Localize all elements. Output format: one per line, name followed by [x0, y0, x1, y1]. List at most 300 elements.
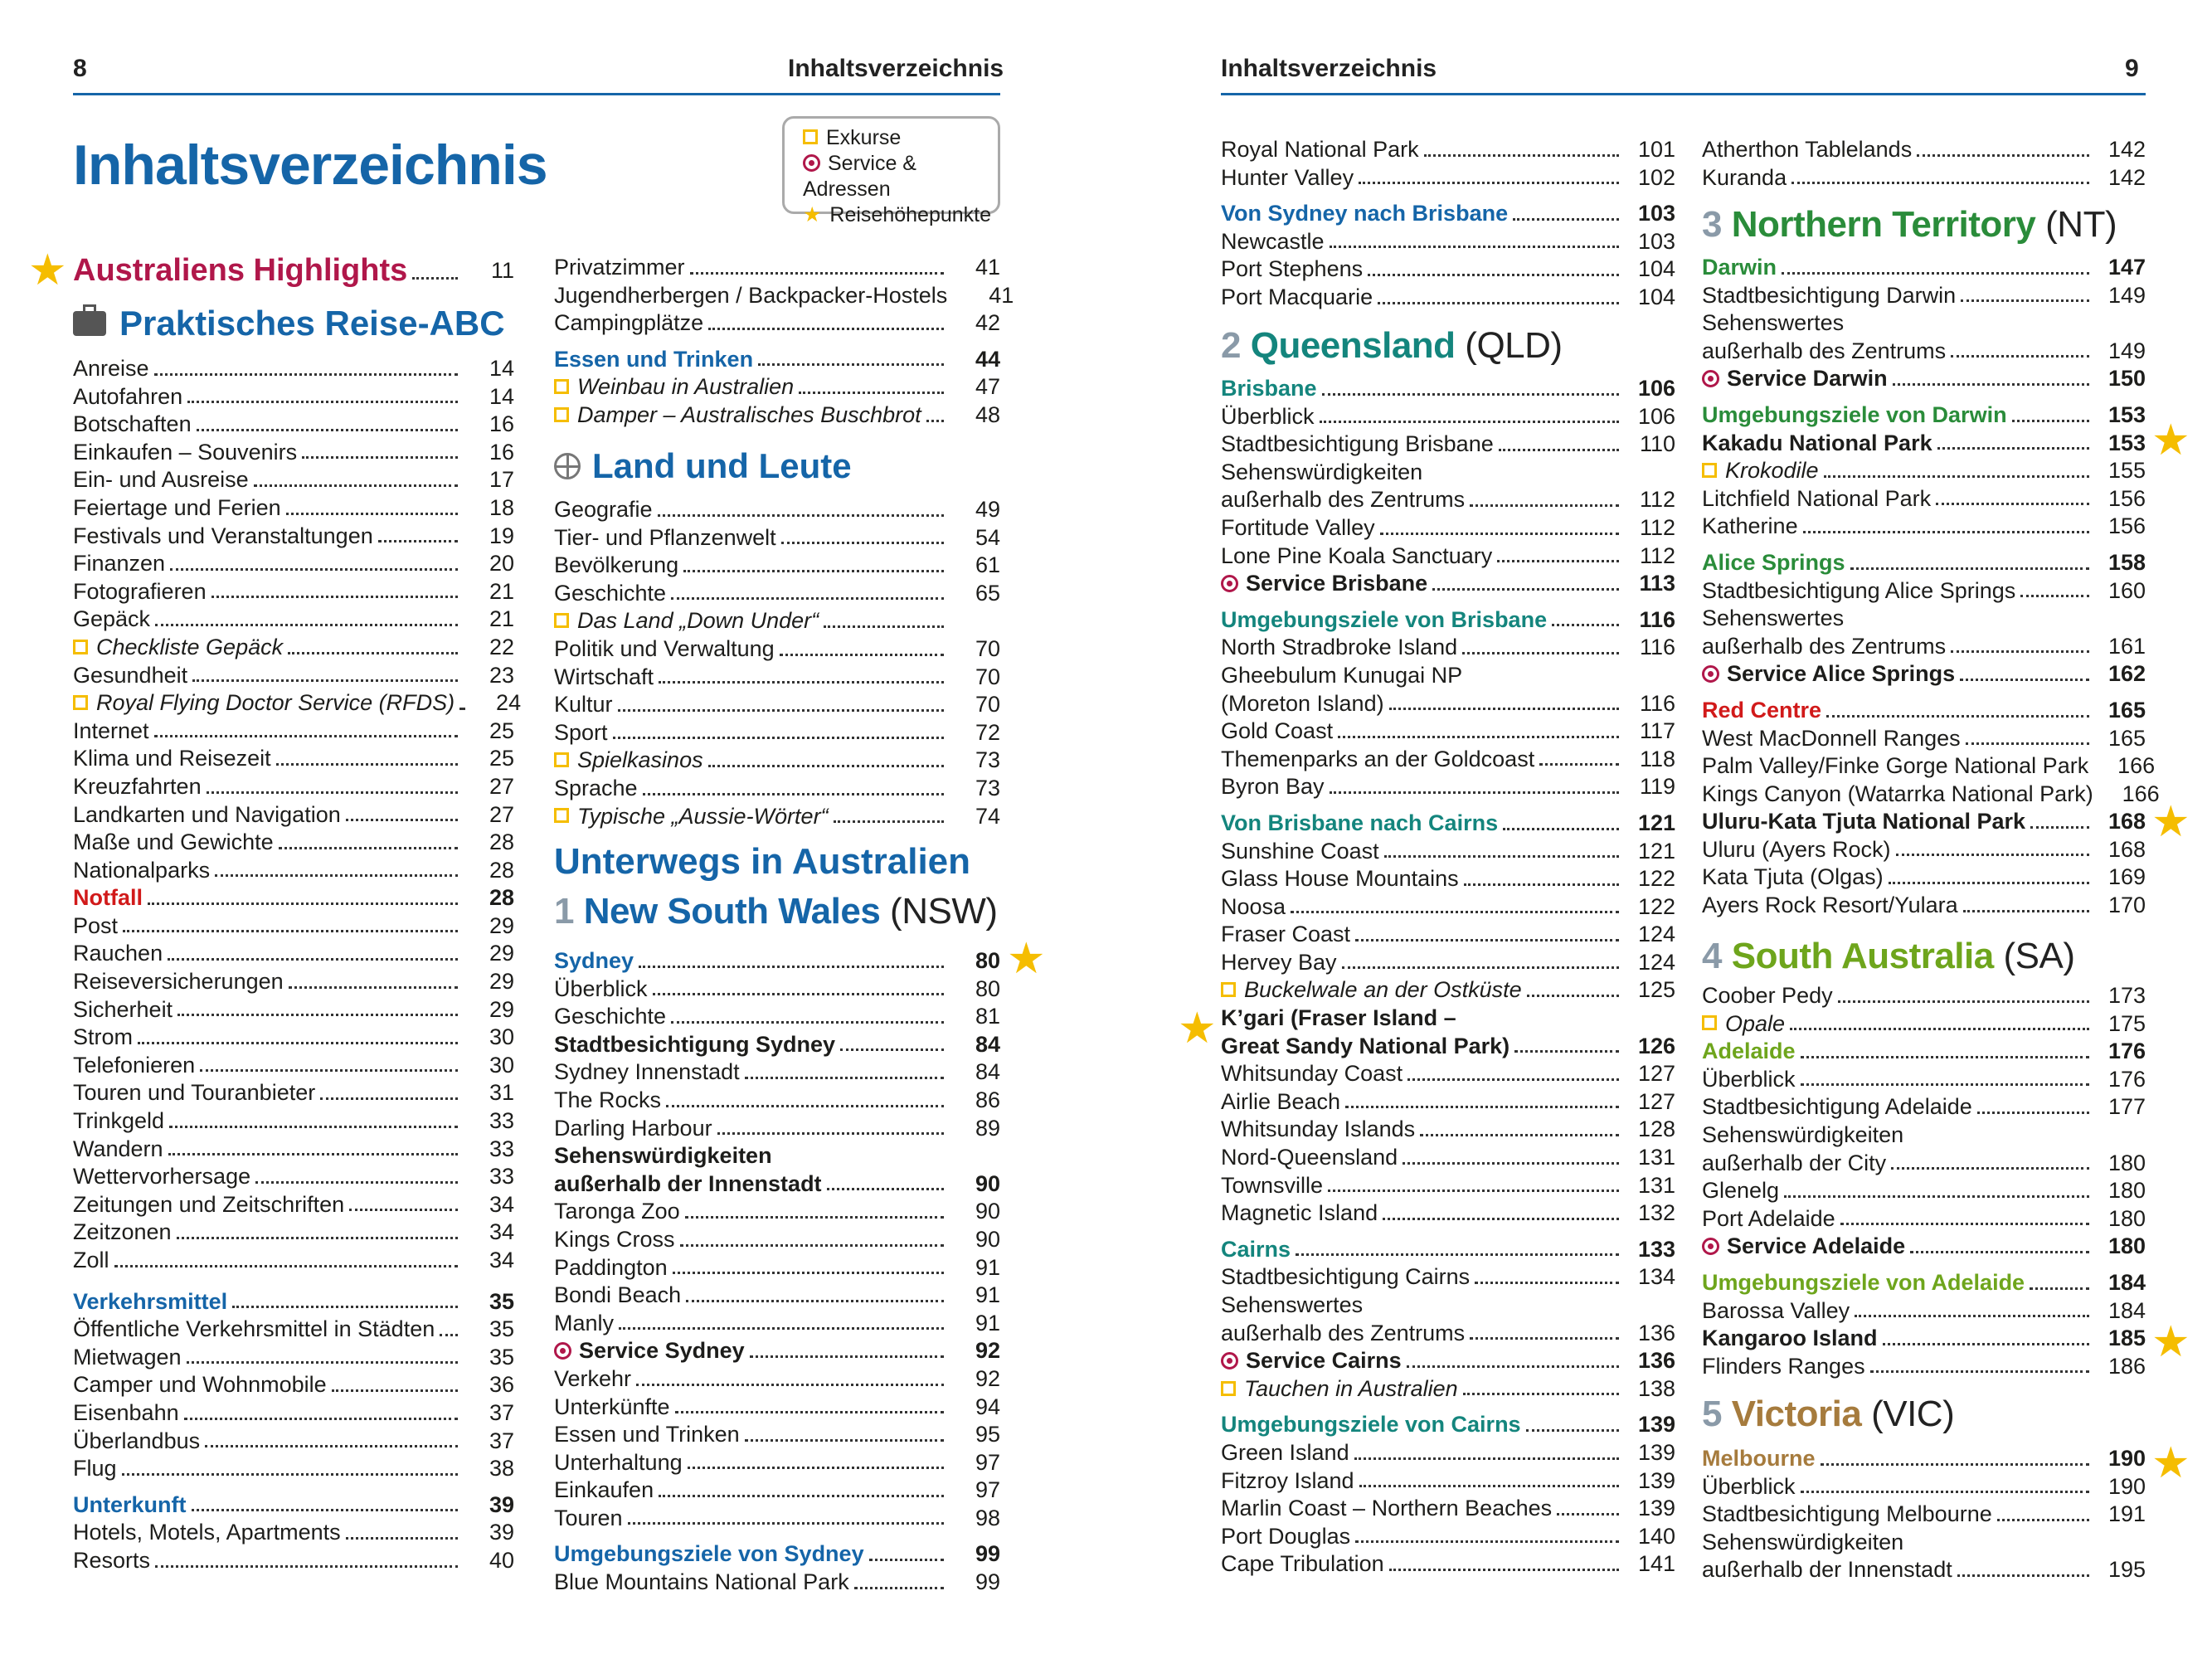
toc-entry[interactable] — [554, 401, 1000, 430]
dot-leader — [952, 301, 957, 302]
toc-entry[interactable] — [73, 689, 522, 718]
toc-entry[interactable] — [73, 1519, 514, 1547]
toc-entry-title: Service Sydney — [554, 1337, 745, 1365]
toc-entry-title: Uluru-Kata Tjuta National Park — [1702, 809, 2026, 834]
toc-entry[interactable] — [554, 747, 1000, 775]
dot-leader — [675, 1411, 944, 1413]
toc-entry[interactable] — [1702, 1038, 2146, 1066]
toc-entry[interactable] — [554, 975, 1000, 1004]
toc-entry[interactable] — [1221, 136, 1675, 164]
dot-leader — [613, 737, 944, 739]
toc-entry[interactable] — [554, 719, 1000, 747]
toc-entry-page: 133 — [1637, 1236, 1675, 1262]
toc-entry[interactable] — [73, 884, 514, 912]
toc-entry-title: Verkehrsmittel — [73, 1288, 228, 1314]
toc-entry[interactable] — [73, 1052, 514, 1080]
toc-entry[interactable] — [1221, 1172, 1675, 1200]
toc-entry[interactable] — [73, 1455, 514, 1483]
dot-leader — [745, 1077, 944, 1079]
dot-leader — [1464, 883, 1619, 886]
toc-entry[interactable] — [1221, 1550, 1675, 1579]
toc-entry-title: Ayers Rock Resort/Yulara — [1702, 893, 1958, 918]
toc-entry[interactable] — [1702, 1177, 2146, 1205]
toc-entry[interactable] — [73, 523, 514, 551]
toc-entry[interactable] — [1702, 836, 2146, 864]
toc-entry[interactable] — [554, 1226, 1000, 1254]
toc-entry[interactable] — [554, 607, 1000, 635]
dot-leader — [1407, 1365, 1619, 1368]
toc-entry-title: Autofahren — [73, 383, 183, 409]
toc-entry-title: Zoll — [73, 1248, 109, 1272]
dot-leader — [1383, 1218, 1619, 1220]
toc-entry-title: Stadtbesichtigung Darwin — [1702, 282, 1957, 308]
toc-entry-page: 37 — [489, 1399, 514, 1425]
toc-entry[interactable] — [1702, 1233, 2146, 1261]
toc-entry[interactable] — [73, 829, 514, 857]
toc-entry[interactable] — [1221, 1005, 1675, 1033]
toc-entry[interactable] — [73, 1107, 514, 1136]
dot-leader — [197, 429, 458, 431]
toc-entry[interactable] — [1221, 375, 1675, 403]
toc-entry[interactable] — [1221, 634, 1675, 662]
toc-entry-title: Barossa Valley — [1702, 1297, 1850, 1323]
dot-leader — [1784, 1195, 2089, 1198]
toc-entry-title: Fotografieren — [73, 578, 207, 604]
toc-entry[interactable] — [1702, 309, 2146, 338]
toc-entry-page: 106 — [1637, 403, 1675, 429]
toc-entry[interactable] — [1221, 459, 1675, 487]
toc-entry[interactable] — [1702, 864, 2146, 892]
toc-entry[interactable] — [1221, 542, 1675, 571]
dot-leader — [168, 1153, 458, 1155]
toc-entry-title: Sicherheit — [73, 996, 173, 1022]
exkurs-icon — [1702, 1015, 1717, 1030]
dot-leader — [1407, 1078, 1619, 1081]
toc-entry[interactable] — [554, 496, 1000, 524]
toc-entry-page: 48 — [975, 401, 1000, 427]
dot-leader — [123, 930, 458, 932]
toc-entry[interactable] — [554, 1505, 1000, 1533]
toc-entry[interactable] — [73, 968, 514, 996]
toc-entry-page: 19 — [489, 523, 514, 548]
toc-entry[interactable] — [1702, 633, 2146, 661]
right-page-number: 9 — [2125, 55, 2139, 82]
toc-entry[interactable] — [73, 634, 514, 662]
toc-entry-title: Sehenswürdigkeiten — [1702, 1121, 1904, 1147]
toc-entry-title: Umgebungsziele von Cairns — [1221, 1412, 1521, 1438]
toc-entry[interactable] — [1221, 1495, 1675, 1523]
toc-entry-highlights[interactable]: Australiens Highlights 11 — [73, 253, 514, 288]
toc-entry[interactable] — [1702, 1121, 2146, 1150]
toc-entry[interactable] — [1221, 949, 1675, 977]
toc-entry-page: 161 — [2107, 633, 2146, 659]
toc-entry[interactable] — [554, 1365, 1000, 1394]
toc-entry-title: Bevölkerung — [554, 552, 679, 578]
toc-entry[interactable] — [554, 1421, 1000, 1449]
toc-entry[interactable] — [554, 775, 1000, 803]
toc-entry[interactable] — [73, 1316, 514, 1344]
toc-entry[interactable] — [554, 1282, 1000, 1310]
toc-entry[interactable] — [554, 1569, 1000, 1597]
toc-entry[interactable] — [1702, 605, 2146, 633]
toc-entry[interactable] — [554, 524, 1000, 552]
toc-entry[interactable] — [73, 578, 514, 606]
toc-entry[interactable] — [1221, 1375, 1675, 1404]
land-heading: Land und Leute — [554, 446, 852, 486]
toc-entry[interactable] — [73, 1399, 514, 1428]
toc-entry[interactable] — [73, 1491, 514, 1520]
dot-leader — [1461, 1024, 1619, 1025]
toc-entry-page: 29 — [489, 996, 514, 1022]
toc-entry[interactable] — [1221, 570, 1675, 598]
toc-entry-page: 149 — [2107, 338, 2146, 363]
toc-entry[interactable] — [1221, 1263, 1675, 1292]
toc-entry-title: Kings Cross — [554, 1226, 675, 1252]
toc-entry[interactable] — [73, 411, 514, 439]
toc-entry[interactable] — [554, 1058, 1000, 1087]
toc-entry[interactable] — [1702, 485, 2146, 513]
toc-entry-title: Nationalparks — [73, 857, 211, 883]
toc-entry[interactable] — [73, 912, 514, 941]
toc-entry[interactable] — [1702, 430, 2146, 458]
toc-entry-title: Botschaften — [73, 411, 192, 437]
dot-leader — [1359, 182, 1619, 184]
toc-entry[interactable] — [1221, 200, 1675, 228]
toc-entry-title: Internet — [73, 718, 149, 743]
toc-entry-title: Umgebungsziele von Darwin — [1702, 401, 2007, 427]
toc-entry-title: West MacDonnell Ranges — [1702, 725, 1961, 751]
toc-entry[interactable] — [1221, 228, 1675, 256]
toc-entry[interactable] — [1221, 1116, 1675, 1144]
right-header-rule — [1221, 93, 2146, 95]
toc-entry[interactable] — [1702, 282, 2146, 310]
toc-entry-page: 132 — [1637, 1200, 1675, 1226]
toc-entry[interactable] — [73, 1428, 514, 1456]
toc-entry[interactable] — [554, 691, 1000, 719]
toc-entry-page: 33 — [489, 1108, 514, 1134]
toc-entry[interactable] — [73, 355, 514, 383]
service-icon — [1702, 1238, 1719, 1255]
toc-entry[interactable] — [1221, 486, 1675, 514]
toc-entry[interactable] — [554, 803, 1000, 831]
toc-entry[interactable] — [1702, 136, 2146, 164]
toc-entry[interactable] — [1702, 365, 2146, 393]
toc-entry[interactable] — [73, 662, 514, 690]
toc-entry[interactable] — [554, 1003, 1000, 1031]
toc-entry[interactable] — [1221, 1033, 1675, 1061]
toc-entry[interactable] — [1221, 1236, 1675, 1264]
toc-entry[interactable] — [73, 1344, 514, 1372]
toc-entry-title: Geschichte — [554, 1004, 667, 1029]
toc-entry[interactable] — [73, 1288, 514, 1316]
toc-entry[interactable] — [1221, 1347, 1675, 1375]
toc-entry-page: 112 — [1639, 487, 1675, 513]
toc-entry-page: 113 — [1639, 571, 1675, 596]
toc-entry[interactable] — [1221, 746, 1675, 774]
toc-entry-page: 195 — [2107, 1557, 2146, 1583]
toc-entry[interactable] — [73, 1191, 514, 1219]
toc-entry[interactable] — [1702, 1066, 2146, 1094]
toc-entry-title: Essen und Trinken — [554, 1422, 740, 1447]
toc-entry[interactable] — [1702, 338, 2146, 366]
toc-entry[interactable] — [1221, 976, 1675, 1005]
toc-entry[interactable] — [1221, 1060, 1675, 1088]
toc-entry[interactable] — [1221, 1439, 1675, 1467]
toc-entry[interactable] — [1221, 893, 1675, 922]
toc-entry[interactable] — [1221, 838, 1675, 866]
toc-entry[interactable] — [73, 1136, 514, 1164]
toc-entry[interactable] — [1221, 773, 1675, 801]
toc-entry[interactable] — [1221, 1523, 1675, 1551]
toc-entry-title: außerhalb des Zentrums — [1221, 487, 1466, 513]
toc-entry[interactable] — [554, 1142, 1000, 1170]
toc-entry[interactable] — [1221, 662, 1675, 690]
toc-entry[interactable] — [554, 1170, 1000, 1199]
toc-entry[interactable] — [554, 1031, 1000, 1059]
toc-entry-title: Stadtbesichtigung Sydney — [554, 1031, 836, 1057]
toc-entry[interactable] — [1702, 808, 2146, 836]
service-icon — [1702, 665, 1719, 683]
toc-entry[interactable] — [1702, 513, 2146, 541]
toc-entry[interactable] — [73, 1547, 514, 1575]
toc-entry[interactable] — [73, 940, 514, 968]
toc-entry-page: 65 — [975, 580, 1000, 606]
toc-entry-page: 29 — [489, 969, 514, 995]
toc-column-4c — [1702, 982, 2146, 1380]
dot-leader — [1291, 911, 1619, 913]
dot-leader — [1977, 1112, 2089, 1114]
toc-entry[interactable] — [1221, 865, 1675, 893]
toc-entry[interactable] — [1702, 752, 2156, 781]
toc-entry[interactable] — [73, 996, 514, 1024]
toc-entry-title: Sport — [554, 719, 608, 745]
toc-entry[interactable] — [1221, 718, 1675, 746]
dot-leader — [683, 570, 944, 572]
toc-entry-title: Litchfield National Park — [1702, 485, 1932, 511]
toc-entry-title: Sydney — [554, 948, 634, 973]
toc-entry[interactable] — [1221, 255, 1675, 284]
toc-entry[interactable] — [1702, 1445, 2146, 1473]
toc-entry[interactable] — [73, 1024, 514, 1052]
dot-leader — [619, 1327, 944, 1330]
sydney-star-icon: ★ — [1007, 935, 1046, 983]
toc-entry[interactable] — [1221, 1144, 1675, 1172]
toc-column-4d — [1702, 1445, 2146, 1584]
toc-entry[interactable] — [1221, 164, 1675, 192]
dot-leader — [653, 993, 944, 995]
dot-leader — [827, 1188, 944, 1190]
toc-entry-title: Mietwagen — [73, 1344, 182, 1370]
dot-leader — [1389, 1569, 1619, 1571]
toc-entry[interactable] — [1702, 1205, 2146, 1233]
dot-leader — [1870, 1370, 2089, 1373]
toc-entry[interactable] — [554, 373, 1000, 401]
toc-entry-page: 112 — [1639, 514, 1675, 540]
toc-entry[interactable] — [1221, 431, 1675, 459]
toc-entry[interactable] — [554, 1540, 1000, 1569]
toc-entry[interactable] — [1221, 403, 1675, 431]
toc-entry[interactable] — [1702, 577, 2146, 606]
toc-entry[interactable] — [1702, 982, 2146, 1010]
dot-leader — [1342, 966, 1619, 969]
toc-entry-page: 180 — [2107, 1150, 2146, 1175]
toc-entry[interactable] — [554, 254, 1000, 282]
toc-entry-page: 149 — [2107, 282, 2146, 308]
toc-entry[interactable] — [554, 1115, 1000, 1143]
toc-entry[interactable] — [73, 1247, 514, 1275]
toc-entry[interactable] — [1221, 1467, 1675, 1496]
toc-entry-page: 177 — [2107, 1094, 2146, 1120]
toc-entry[interactable] — [73, 606, 514, 634]
toc-entry[interactable] — [73, 857, 514, 885]
dot-leader — [869, 1559, 944, 1561]
toc-entry-page: 27 — [489, 801, 514, 827]
dot-leader — [1951, 650, 2089, 653]
toc-entry[interactable] — [1702, 1093, 2146, 1121]
toc-entry[interactable] — [554, 552, 1000, 580]
toc-entry[interactable] — [73, 801, 514, 830]
toc-entry[interactable] — [1702, 781, 2160, 809]
toc-entry[interactable] — [554, 1337, 1000, 1365]
toc-entry[interactable] — [554, 346, 1000, 374]
toc-entry[interactable] — [73, 773, 514, 801]
toc-entry-page: 128 — [1637, 1117, 1675, 1142]
toc-entry[interactable] — [1702, 1010, 2146, 1039]
toc-entry-title: Verkehr — [554, 1365, 632, 1391]
toc-entry[interactable] — [73, 494, 514, 523]
toc-entry[interactable] — [1221, 606, 1675, 635]
toc-entry[interactable] — [1702, 1353, 2146, 1381]
toc-entry-title: Ein- und Ausreise — [73, 467, 249, 493]
toc-entry[interactable] — [554, 1449, 1000, 1477]
toc-entry-page: 35 — [489, 1316, 514, 1342]
toc-entry[interactable] — [1221, 1199, 1675, 1228]
toc-entry[interactable] — [1702, 892, 2146, 920]
toc-entry-page: 30 — [489, 1052, 514, 1078]
toc-entry[interactable] — [554, 1310, 1000, 1338]
toc-entry[interactable] — [73, 466, 514, 494]
toc-entry[interactable] — [554, 1087, 1000, 1115]
toc-entry[interactable] — [554, 1254, 1000, 1282]
toc-entry[interactable] — [73, 1079, 514, 1107]
toc-entry[interactable] — [1702, 164, 2146, 192]
toc-entry-page: 18 — [489, 494, 514, 520]
toc-entry-page: 41 — [975, 255, 1000, 280]
toc-entry-page: 136 — [1637, 1348, 1675, 1374]
toc-entry[interactable] — [73, 439, 514, 467]
toc-entry-title: Sehenswertes — [1702, 310, 1845, 336]
toc-entry-page: 70 — [975, 692, 1000, 718]
dot-leader — [758, 363, 944, 366]
toc-entry[interactable] — [554, 580, 1000, 608]
dot-leader — [799, 392, 944, 394]
toc-entry[interactable] — [554, 947, 1000, 975]
toc-entry[interactable] — [73, 745, 514, 773]
toc-entry-title: außerhalb des Zentrums — [1221, 1320, 1466, 1345]
toc-entry[interactable] — [1221, 810, 1675, 838]
toc-entry[interactable] — [1702, 1529, 2146, 1557]
toc-entry[interactable] — [1221, 921, 1675, 949]
toc-entry-title: Taronga Zoo — [554, 1199, 680, 1224]
dot-leader — [2030, 1287, 2089, 1290]
toc-entry-title: Townsville — [1221, 1172, 1324, 1198]
toc-entry-title: Einkaufen — [554, 1477, 654, 1503]
toc-entry[interactable] — [1221, 690, 1675, 718]
toc-entry-page: 16 — [489, 439, 514, 465]
toc-entry-title: Resorts — [73, 1547, 151, 1573]
toc-entry[interactable] — [1702, 1501, 2146, 1529]
dot-leader — [1966, 742, 2089, 745]
toc-entry[interactable] — [1702, 457, 2146, 485]
toc-entry[interactable] — [1702, 1150, 2146, 1178]
toc-entry[interactable] — [1702, 254, 2146, 282]
dot-leader — [1470, 504, 1619, 507]
dot-leader — [1463, 1393, 1619, 1395]
toc-entry-title: Privatzimmer — [554, 255, 685, 280]
toc-entry-page: 86 — [975, 1087, 1000, 1112]
toc-entry[interactable] — [73, 1163, 514, 1191]
toc-entry-title: Zeitzonen — [73, 1219, 172, 1245]
dot-leader — [1840, 1223, 2089, 1225]
toc-entry[interactable] — [73, 1371, 514, 1399]
dot-leader — [824, 625, 944, 628]
dot-leader — [1470, 1337, 1619, 1340]
toc-entry[interactable] — [554, 635, 1000, 664]
toc-entry[interactable] — [1221, 1411, 1675, 1439]
toc-entry[interactable] — [1221, 514, 1675, 542]
toc-entry[interactable] — [73, 718, 514, 746]
toc-entry[interactable] — [554, 1198, 1000, 1226]
toc-entry[interactable] — [554, 309, 1000, 338]
toc-entry[interactable] — [1702, 725, 2146, 753]
toc-entry[interactable] — [1702, 1297, 2146, 1326]
toc-entry[interactable] — [554, 1394, 1000, 1422]
toc-entry-title: Kultur — [554, 692, 613, 718]
toc-entry[interactable] — [554, 282, 1014, 310]
toc-entry-page: 165 — [2107, 697, 2146, 722]
toc-entry-page: 28 — [489, 830, 514, 855]
toc-entry-title: Überblick — [1702, 1473, 1796, 1499]
toc-entry-page: 20 — [489, 551, 514, 577]
exkurs-icon — [73, 695, 88, 710]
toc-entry[interactable] — [1702, 549, 2146, 577]
toc-entry-title: Festivals und Veranstaltungen — [73, 523, 373, 548]
toc-entry[interactable] — [1702, 697, 2146, 725]
toc-entry[interactable] — [1221, 1292, 1675, 1320]
toc-entry-title: Adelaide — [1702, 1039, 1796, 1064]
toc-entry[interactable] — [1221, 284, 1675, 312]
toc-entry-page: 99 — [975, 1541, 1000, 1567]
toc-entry[interactable] — [1702, 1325, 2146, 1353]
dot-leader — [1917, 154, 2089, 157]
dot-leader — [320, 1097, 458, 1100]
toc-entry[interactable] — [1702, 401, 2146, 430]
toc-entry[interactable] — [73, 383, 514, 411]
toc-entry[interactable] — [1702, 1269, 2146, 1297]
toc-entry[interactable] — [1702, 660, 2146, 688]
toc-entry[interactable] — [554, 1477, 1000, 1505]
toc-entry[interactable] — [1702, 1556, 2146, 1584]
toc-entry[interactable] — [73, 1219, 514, 1247]
toc-entry[interactable] — [1221, 1320, 1675, 1348]
dot-leader — [122, 1473, 458, 1476]
dot-leader — [200, 1069, 458, 1072]
toc-entry[interactable] — [554, 664, 1000, 692]
toc-entry-title: Port Adelaide — [1702, 1205, 1835, 1231]
toc-entry[interactable] — [1702, 1473, 2146, 1501]
toc-entry[interactable] — [73, 550, 514, 578]
toc-entry[interactable] — [1221, 1088, 1675, 1117]
